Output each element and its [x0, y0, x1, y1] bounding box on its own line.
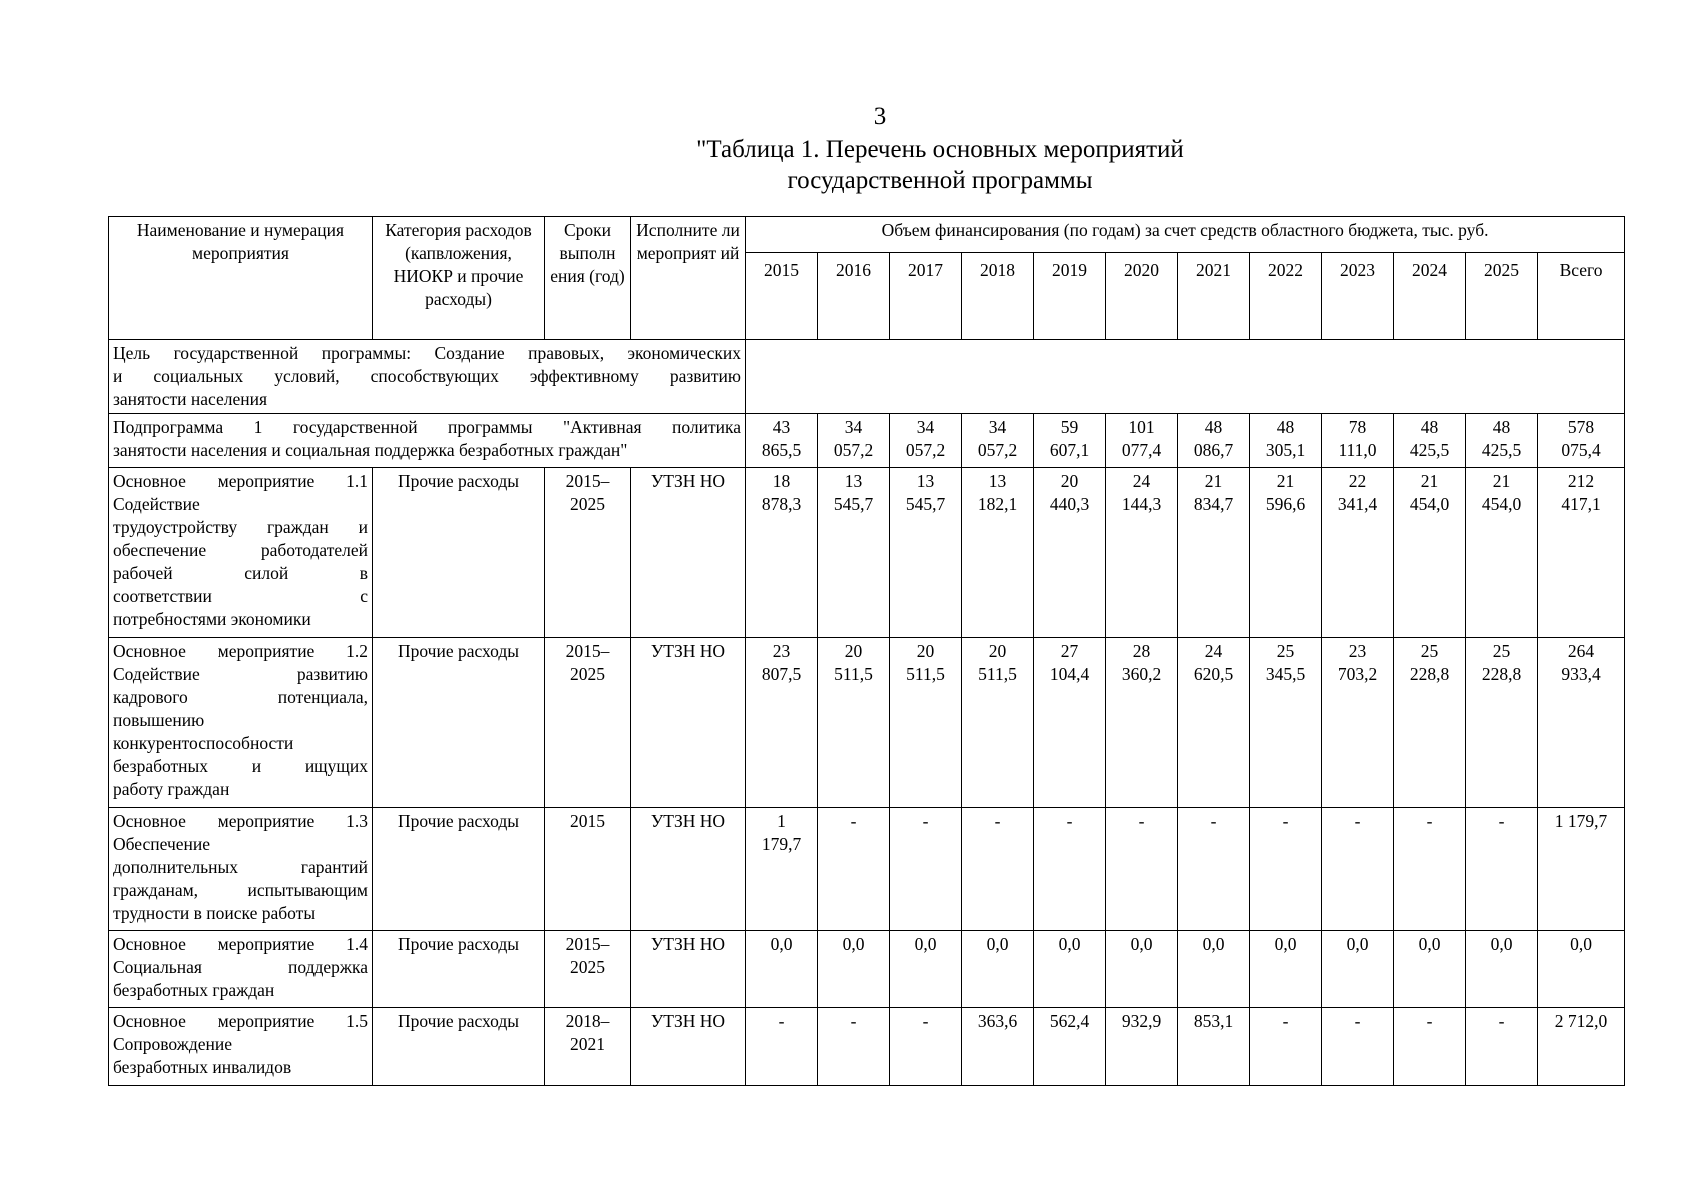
term-line: 2018– [565, 1011, 610, 1031]
activity-value-cell [1250, 638, 1322, 808]
header-executor: Исполните ли мероприят ий [631, 217, 746, 340]
subprogram-row [109, 414, 1625, 468]
activity-row [109, 638, 1625, 808]
activity-name-line: безработных и ищущих [113, 756, 368, 776]
activity-value-cell [890, 808, 962, 931]
value-part: 417,1 [1561, 494, 1601, 514]
activity-name-line: обеспечение работодателей [113, 540, 368, 560]
activity-value-cell [818, 468, 890, 638]
subprogram-value-cell [746, 414, 818, 468]
value-part: 25 [1276, 641, 1295, 661]
value-part: 228,8 [1409, 664, 1450, 684]
header-year: 2018 [962, 253, 1034, 340]
header-year: 2025 [1466, 253, 1538, 340]
value-part: 0,0 [1130, 934, 1153, 954]
value-part: 932,9 [1121, 1011, 1162, 1031]
value-part: 807,5 [761, 664, 802, 684]
table-title-line-1: "Таблица 1. Перечень основных мероприятий [696, 136, 1184, 163]
activity-value-cell [890, 468, 962, 638]
value-part: 0,0 [1058, 934, 1081, 954]
value-part: - [850, 1011, 857, 1031]
activity-value-cell [1322, 638, 1394, 808]
activity-term [545, 638, 631, 808]
activity-name-line: Содействие [113, 494, 200, 514]
value-part: 21 [1204, 471, 1223, 491]
value-part: 077,4 [1121, 440, 1162, 460]
subprogram-value-cell [1394, 414, 1466, 468]
activity-name-line: повышению [113, 710, 205, 730]
header-category: Категория расходов (капвложения, НИОКР и прочие расходы) [373, 217, 545, 340]
activity-row [109, 931, 1625, 1008]
term-line: 2025 [570, 494, 605, 514]
value-part: 20 [1060, 471, 1079, 491]
header-year: 2020 [1106, 253, 1178, 340]
value-part: 834,7 [1193, 494, 1234, 514]
value-part: 0,0 [1570, 934, 1592, 954]
value-part: 25 [1492, 641, 1511, 661]
value-part: 0,0 [986, 934, 1009, 954]
value-part: 34 [916, 417, 935, 437]
value-part: 43 [772, 417, 791, 437]
value-part: - [994, 811, 1001, 831]
activity-value-cell [1538, 808, 1625, 931]
activity-value-cell [890, 931, 962, 1008]
value-part: 18 [772, 471, 791, 491]
term-line: 2015– [565, 471, 610, 491]
value-part: - [1354, 811, 1361, 831]
value-part: 24 [1132, 471, 1151, 491]
term-line: 2025 [570, 664, 605, 684]
activity-value-cell [962, 468, 1034, 638]
value-part: 20 [988, 641, 1007, 661]
activity-category: Прочие расходы [373, 638, 545, 808]
value-part: - [1066, 811, 1073, 831]
subprogram-value-cell [818, 414, 890, 468]
activity-value-cell [1250, 931, 1322, 1008]
activity-name-line: работу граждан [113, 779, 230, 799]
activity-name [109, 468, 373, 638]
value-part: 0,0 [1346, 934, 1369, 954]
activity-value-cell [1250, 1008, 1322, 1086]
value-part: 545,7 [833, 494, 874, 514]
header-term: Сроки выполн ения (год) [545, 217, 631, 340]
header-funding: Объем финансирования (по годам) за счет средств областного бюджета, тыс. руб. [746, 217, 1625, 253]
value-part: - [778, 1011, 785, 1031]
header-year: 2023 [1322, 253, 1394, 340]
value-part: 28 [1132, 641, 1151, 661]
activity-name-line: безработных граждан [113, 980, 275, 1000]
header-name: Наименование и нумерация мероприятия [109, 217, 373, 340]
value-part: - [1426, 1011, 1433, 1031]
value-part: 48 [1420, 417, 1439, 437]
value-part: 865,5 [761, 440, 802, 460]
activity-value-cell [1394, 638, 1466, 808]
activity-name-line: трудоустройству граждан и [113, 517, 368, 537]
value-part: 360,2 [1121, 664, 1162, 684]
activity-name [109, 931, 373, 1008]
value-part: 182,1 [977, 494, 1018, 514]
subprogram-value-cell [962, 414, 1034, 468]
value-part: - [922, 811, 929, 831]
subprogram-value-cell [1466, 414, 1538, 468]
value-part: 104,4 [1049, 664, 1090, 684]
activity-category: Прочие расходы [373, 808, 545, 931]
activity-name [109, 638, 373, 808]
activity-value-cell [746, 638, 818, 808]
activity-name-line: Содействие развитию [113, 664, 368, 684]
activity-category: Прочие расходы [373, 1008, 545, 1086]
activity-value-cell [1322, 1008, 1394, 1086]
goal-line: и социальных условий, способствующих эффективному развитию [113, 366, 741, 386]
value-part: 0,0 [1418, 934, 1441, 954]
term-line: 2021 [570, 1034, 605, 1054]
value-part: 057,2 [905, 440, 946, 460]
value-part: 27 [1060, 641, 1079, 661]
activity-category: Прочие расходы [373, 468, 545, 638]
activity-name-line: Социальная поддержка [113, 957, 368, 977]
activity-name-line: Основное мероприятие 1.2 [113, 641, 368, 661]
value-part: 59 [1060, 417, 1079, 437]
activity-value-cell [1178, 1008, 1250, 1086]
activity-value-cell [1106, 808, 1178, 931]
header-year: 2017 [890, 253, 962, 340]
value-part: 305,1 [1265, 440, 1306, 460]
activity-value-cell [1394, 808, 1466, 931]
value-part: - [1282, 811, 1289, 831]
activity-name-line: конкурентоспособности [113, 733, 294, 753]
value-part: 13 [916, 471, 935, 491]
activity-name-line: рабочей силой в [113, 563, 368, 583]
subprogram-value-cell [890, 414, 962, 468]
value-part: 454,0 [1409, 494, 1450, 514]
value-part: - [1426, 811, 1433, 831]
activity-executor: УТЗН НО [631, 931, 746, 1008]
activity-name-line: Сопровождение [113, 1034, 233, 1054]
activity-value-cell [1034, 638, 1106, 808]
value-part: 179,7 [761, 834, 802, 854]
activity-value-cell [746, 468, 818, 638]
value-part: 853,1 [1193, 1011, 1234, 1031]
activity-value-cell [1538, 638, 1625, 808]
value-part: 21 [1276, 471, 1295, 491]
value-part: 22 [1348, 471, 1367, 491]
activity-value-cell [1106, 931, 1178, 1008]
value-part: 086,7 [1193, 440, 1234, 460]
activity-value-cell [1178, 468, 1250, 638]
header-year: 2024 [1394, 253, 1466, 340]
activity-name-line: Основное мероприятие 1.3 [113, 811, 368, 831]
value-part: 20 [916, 641, 935, 661]
header-year: 2019 [1034, 253, 1106, 340]
activity-value-cell [1466, 931, 1538, 1008]
value-part: 111,0 [1338, 440, 1377, 460]
activity-value-cell [962, 1008, 1034, 1086]
activity-value-cell [818, 1008, 890, 1086]
subprogram-value-cell [1538, 414, 1625, 468]
activity-value-cell [1250, 468, 1322, 638]
value-part: 578 [1567, 417, 1595, 437]
activity-value-cell [818, 808, 890, 931]
term-line: 2015– [565, 641, 610, 661]
value-part: 21 [1420, 471, 1439, 491]
value-part: 562,4 [1049, 1011, 1090, 1031]
table-title-line-2: государственной программы [787, 167, 1093, 194]
value-part: 23 [772, 641, 791, 661]
subprogram-value-cell [1178, 414, 1250, 468]
header-year: 2022 [1250, 253, 1322, 340]
value-part: 454,0 [1481, 494, 1522, 514]
value-part: 264 [1567, 641, 1595, 661]
activity-name-line: безработных инвалидов [113, 1057, 292, 1077]
activity-term [545, 1008, 631, 1086]
value-part: 1 179,7 [1554, 811, 1608, 831]
term-line: 2015 [570, 811, 605, 831]
table-title [600, 134, 1280, 196]
value-part: 20 [844, 641, 863, 661]
header-year: Всего [1538, 253, 1625, 340]
subprogram-value-cell [1322, 414, 1394, 468]
activity-value-cell [1034, 468, 1106, 638]
activity-value-cell [1034, 1008, 1106, 1086]
activity-name-line: Основное мероприятие 1.5 [113, 1011, 368, 1031]
activity-value-cell [1538, 1008, 1625, 1086]
value-part: 0,0 [770, 934, 793, 954]
subprogram-value-cell [1034, 414, 1106, 468]
value-part: 78 [1348, 417, 1367, 437]
activity-value-cell [818, 638, 890, 808]
activity-value-cell [962, 808, 1034, 931]
activity-name-line: соответствии с [113, 586, 368, 606]
value-part: 24 [1204, 641, 1223, 661]
activities-table [108, 216, 1625, 1086]
value-part: 48 [1492, 417, 1511, 437]
value-part: 425,5 [1409, 440, 1450, 460]
header-year: 2016 [818, 253, 890, 340]
value-part: 34 [988, 417, 1007, 437]
goal-empty-cell [746, 340, 1625, 414]
activity-value-cell [1178, 931, 1250, 1008]
value-part: - [1282, 1011, 1289, 1031]
activity-term [545, 468, 631, 638]
value-part: 345,5 [1265, 664, 1306, 684]
activity-name-line: кадрового потенциала, [113, 687, 368, 707]
activity-value-cell [1394, 931, 1466, 1008]
activity-value-cell [962, 931, 1034, 1008]
value-part: - [1498, 1011, 1505, 1031]
header-year: 2015 [746, 253, 818, 340]
activity-name-line: Основное мероприятие 1.4 [113, 934, 368, 954]
value-part: 48 [1204, 417, 1223, 437]
subprogram-line: Подпрограмма 1 государственной программы "Активная политика [113, 417, 741, 437]
value-part: 596,6 [1265, 494, 1306, 514]
value-part: 620,5 [1193, 664, 1234, 684]
value-part: 878,3 [761, 494, 802, 514]
activity-value-cell [1394, 1008, 1466, 1086]
goal-line: Цель государственной программы: Создание правовых, экономических [113, 343, 741, 363]
value-part: 440,3 [1049, 494, 1090, 514]
activity-term [545, 808, 631, 931]
activity-value-cell [890, 638, 962, 808]
header-year: 2021 [1178, 253, 1250, 340]
value-part: 511,5 [834, 664, 873, 684]
activity-name [109, 1008, 373, 1086]
activity-name-line: гражданам, испытывающим [113, 880, 368, 900]
value-part: 057,2 [833, 440, 874, 460]
activity-row [109, 468, 1625, 638]
activity-value-cell [746, 931, 818, 1008]
activity-value-cell [1034, 808, 1106, 931]
activity-executor: УТЗН НО [631, 1008, 746, 1086]
subprogram-value-cell [1106, 414, 1178, 468]
value-part: 0,0 [842, 934, 865, 954]
value-part: 23 [1348, 641, 1367, 661]
term-line: 2025 [570, 957, 605, 977]
value-part: 075,4 [1561, 440, 1601, 460]
value-part: 212 [1567, 471, 1595, 491]
activity-value-cell [1538, 468, 1625, 638]
activity-value-cell [890, 1008, 962, 1086]
activity-executor: УТЗН НО [631, 468, 746, 638]
value-part: 511,5 [906, 664, 945, 684]
activity-executor: УТЗН НО [631, 638, 746, 808]
value-part: - [1138, 811, 1145, 831]
activity-row [109, 1008, 1625, 1086]
page-number: 3 [873, 103, 887, 130]
activity-value-cell [1106, 468, 1178, 638]
activity-category: Прочие расходы [373, 931, 545, 1008]
activity-value-cell [746, 808, 818, 931]
subprogram-line: занятости населения и социальная поддержка безработных граждан" [113, 440, 628, 460]
activity-value-cell [1034, 931, 1106, 1008]
activity-executor: УТЗН НО [631, 808, 746, 931]
activity-value-cell [1178, 808, 1250, 931]
activity-term [545, 931, 631, 1008]
goal-row [109, 340, 1625, 414]
goal-line: занятости населения [113, 389, 268, 409]
activity-name-line: трудности в поиске работы [113, 903, 316, 923]
activity-value-cell [1322, 468, 1394, 638]
value-part: 1 [777, 811, 786, 831]
activity-value-cell [1466, 1008, 1538, 1086]
activity-value-cell [1538, 931, 1625, 1008]
activity-name-line: Обеспечение [113, 834, 211, 854]
activity-value-cell [1466, 468, 1538, 638]
value-part: 34 [844, 417, 863, 437]
value-part: - [850, 811, 857, 831]
value-part: 545,7 [905, 494, 946, 514]
value-part: 13 [988, 471, 1007, 491]
subprogram-text [109, 414, 746, 468]
activity-name-line: потребностями экономики [113, 609, 311, 629]
value-part: 0,0 [914, 934, 937, 954]
activity-value-cell [1466, 808, 1538, 931]
goal-text [109, 340, 746, 414]
value-part: 703,2 [1337, 664, 1378, 684]
value-part: 144,3 [1121, 494, 1162, 514]
value-part: - [1354, 1011, 1361, 1031]
activity-value-cell [1322, 931, 1394, 1008]
value-part: 933,4 [1561, 664, 1601, 684]
activity-value-cell [818, 931, 890, 1008]
value-part: - [1210, 811, 1217, 831]
subprogram-value-cell [1250, 414, 1322, 468]
value-part: 0,0 [1202, 934, 1225, 954]
activity-name [109, 808, 373, 931]
value-part: 48 [1276, 417, 1295, 437]
value-part: 13 [844, 471, 863, 491]
value-part: 2 712,0 [1554, 1011, 1608, 1031]
value-part: 057,2 [977, 440, 1018, 460]
value-part: 228,8 [1481, 664, 1522, 684]
activity-value-cell [962, 638, 1034, 808]
term-line: 2015– [565, 934, 610, 954]
activity-value-cell [1178, 638, 1250, 808]
activity-value-cell [1106, 638, 1178, 808]
activity-row [109, 808, 1625, 931]
value-part: - [922, 1011, 929, 1031]
value-part: 511,5 [978, 664, 1017, 684]
activity-value-cell [746, 1008, 818, 1086]
value-part: 0,0 [1274, 934, 1297, 954]
value-part: 25 [1420, 641, 1439, 661]
activity-name-line: дополнительных гарантий [113, 857, 368, 877]
activity-value-cell [1106, 1008, 1178, 1086]
value-part: 0,0 [1490, 934, 1513, 954]
activity-value-cell [1394, 468, 1466, 638]
value-part: 363,6 [977, 1011, 1018, 1031]
activity-value-cell [1322, 808, 1394, 931]
value-part: 21 [1492, 471, 1511, 491]
activity-name-line: Основное мероприятие 1.1 [113, 471, 368, 491]
activity-value-cell [1466, 638, 1538, 808]
value-part: 425,5 [1481, 440, 1522, 460]
activity-value-cell [1250, 808, 1322, 931]
value-part: 341,4 [1337, 494, 1378, 514]
value-part: - [1498, 811, 1505, 831]
value-part: 101 [1128, 417, 1155, 437]
value-part: 607,1 [1049, 440, 1090, 460]
